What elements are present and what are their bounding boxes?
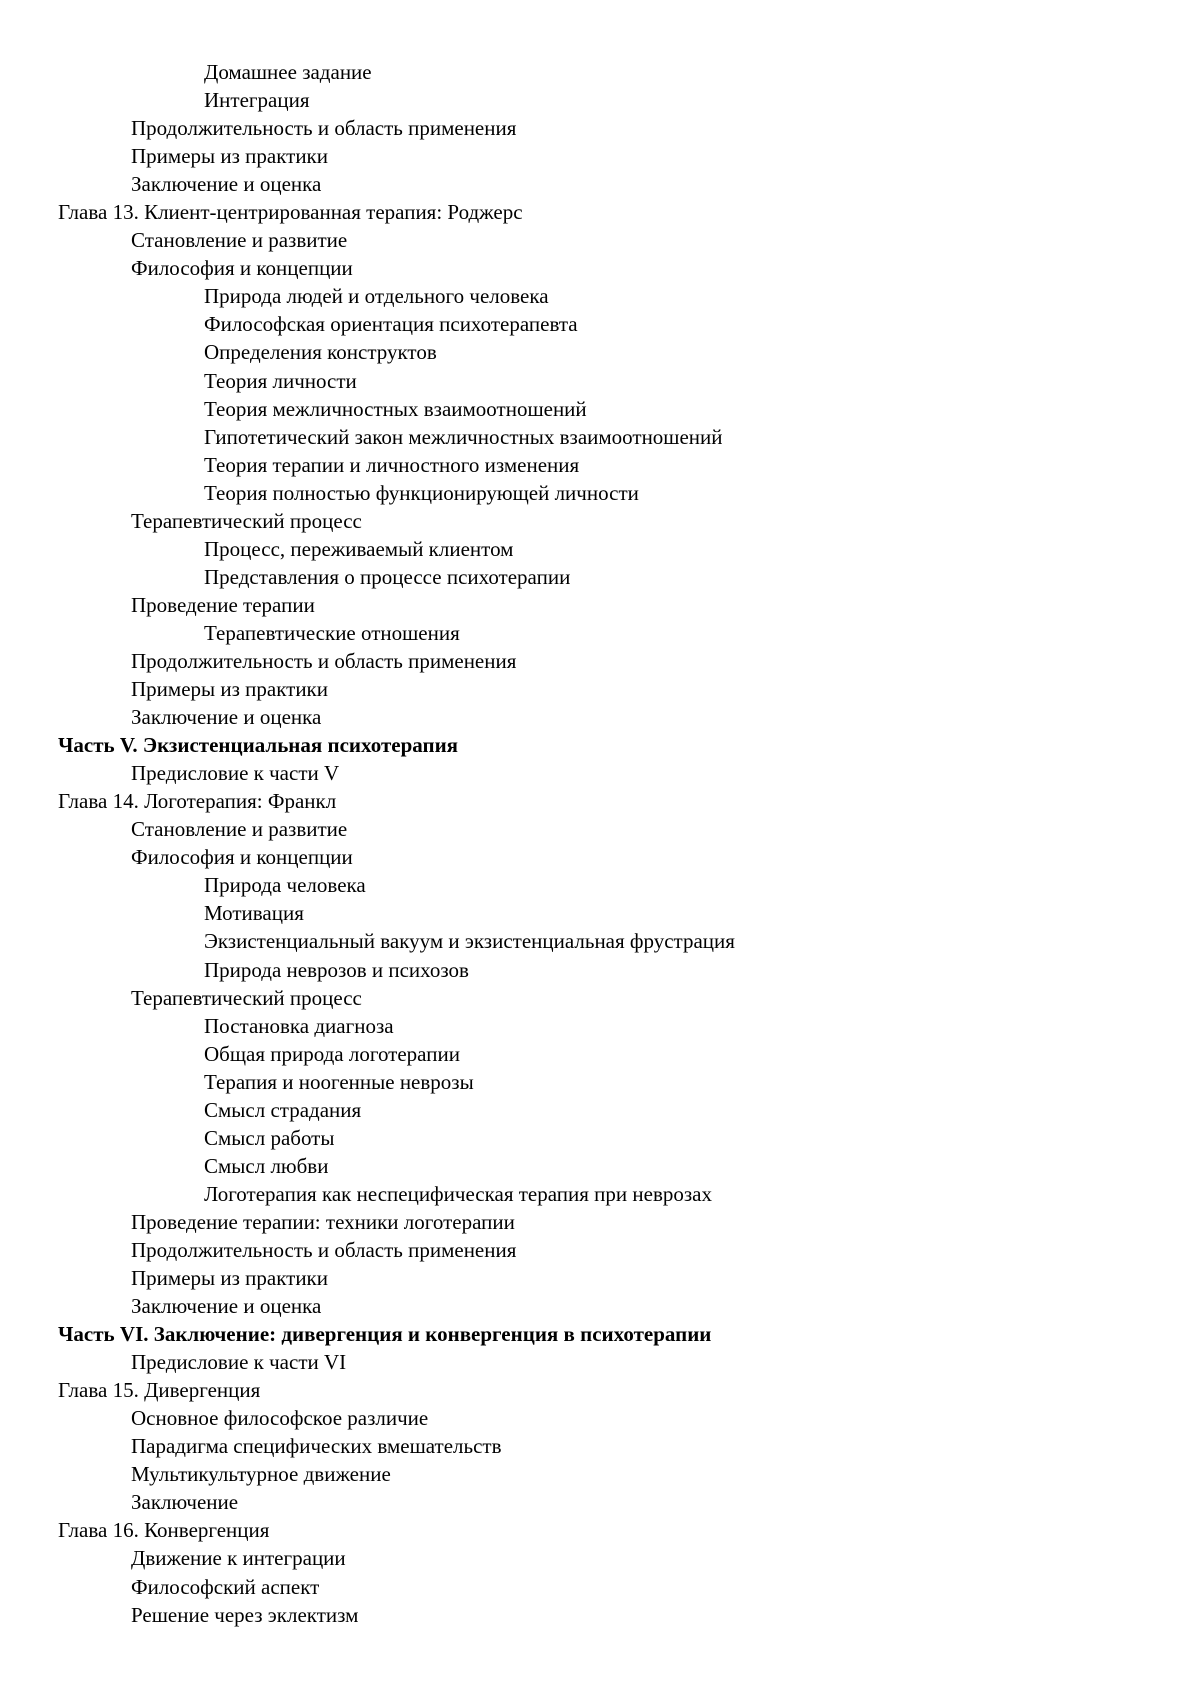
- toc-subsection-line: Общая природа логотерапии: [204, 1041, 460, 1066]
- toc-section-line: Примеры из практики: [131, 677, 328, 702]
- toc-section-line: Движение к интеграции: [131, 1546, 346, 1571]
- toc-section-line: Заключение и оценка: [131, 172, 322, 197]
- toc-part-heading: Часть V. Экзистенциальная психотерапия: [58, 733, 459, 758]
- toc-section-line: Продолжительность и область применения: [131, 648, 517, 673]
- toc-section-line: Мультикультурное движение: [131, 1462, 391, 1487]
- toc-section-line: Предисловие к части VI: [131, 1350, 347, 1375]
- toc-section-line: Философия и концепции: [131, 256, 353, 281]
- toc-subsection-line: Теория полностью функционирующей личности: [204, 480, 639, 505]
- toc-subsection-line: Теория терапии и личностного изменения: [204, 452, 580, 477]
- toc-section-line: Основное философское различие: [131, 1406, 429, 1431]
- toc-subsection-line: Теория личности: [204, 368, 357, 393]
- toc-section-line: Продолжительность и область применения: [131, 116, 517, 141]
- toc-subsection-line: Представления о процессе психотерапии: [204, 564, 571, 589]
- toc-subsection-line: Смысл страдания: [204, 1097, 362, 1122]
- toc-subsection-line: Интеграция: [204, 88, 310, 113]
- toc-subsection-line: Природа неврозов и психозов: [204, 957, 469, 982]
- toc-chapter-heading: Глава 15. Дивергенция: [58, 1378, 261, 1403]
- toc-chapter-heading: Глава 16. Конвергенция: [58, 1518, 270, 1543]
- toc-section-line: Терапевтический процесс: [131, 508, 362, 533]
- toc-chapter-heading: Глава 13. Клиент-центрированная терапия: Роджерс: [58, 200, 523, 225]
- toc-section-line: Заключение: [131, 1490, 239, 1515]
- toc-section-line: Заключение и оценка: [131, 705, 322, 730]
- toc-subsection-line: Домашнее задание: [204, 60, 372, 84]
- toc-subsection-line: Философская ориентация психотерапевта: [204, 312, 578, 337]
- toc-section-line: Становление и развитие: [131, 817, 348, 842]
- toc-section-line: Философский аспект: [131, 1574, 320, 1599]
- toc-subsection-line: Смысл любви: [204, 1153, 329, 1178]
- toc-subsection-line: Природа человека: [204, 873, 366, 898]
- toc-chapter-heading: Глава 14. Логотерапия: Франкл: [58, 789, 337, 814]
- toc-section-line: Примеры из практики: [131, 1266, 328, 1291]
- toc-section-line: Примеры из практики: [131, 144, 328, 169]
- toc-subsection-line: Теория межличностных взаимоотношений: [204, 396, 587, 421]
- toc-subsection-line: Терапевтические отношения: [204, 620, 460, 645]
- toc-section-line: Парадигма специфических вмешательств: [131, 1434, 502, 1459]
- toc-subsection-line: Логотерапия как неспецифическая терапия при неврозах: [204, 1181, 712, 1206]
- toc-section-line: Продолжительность и область применения: [131, 1237, 517, 1262]
- toc-subsection-line: Смысл работы: [204, 1125, 335, 1150]
- toc-part-heading: Часть VI. Заключение: дивергенция и конвергенция в психотерапии: [58, 1322, 712, 1347]
- toc-subsection-line: Постановка диагноза: [204, 1013, 394, 1038]
- toc-subsection-line: Гипотетический закон межличностных взаимоотношений: [204, 424, 723, 449]
- toc-section-line: Заключение и оценка: [131, 1294, 322, 1319]
- toc-subsection-line: Определения конструктов: [204, 340, 437, 365]
- toc-section-line: Терапевтический процесс: [131, 985, 362, 1010]
- toc-subsection-line: Мотивация: [204, 901, 304, 926]
- toc-section-line: Проведение терапии: [131, 592, 315, 617]
- toc-subsection-line: Терапия и ноогенные неврозы: [204, 1069, 474, 1094]
- toc-subsection-line: Экзистенциальный вакуум и экзистенциальная фрустрация: [204, 929, 735, 954]
- toc-section-line: Предисловие к части V: [131, 761, 340, 786]
- toc-subsection-line: Природа людей и отдельного человека: [204, 284, 549, 309]
- toc-section-line: Философия и концепции: [131, 845, 353, 870]
- table-of-contents: [0, 58, 1200, 1629]
- toc-subsection-line: Процесс, переживаемый клиентом: [204, 536, 514, 561]
- toc-section-line: Проведение терапии: техники логотерапии: [131, 1209, 515, 1234]
- toc-section-line: Решение через эклектизм: [131, 1602, 359, 1627]
- toc-section-line: Становление и развитие: [131, 228, 348, 253]
